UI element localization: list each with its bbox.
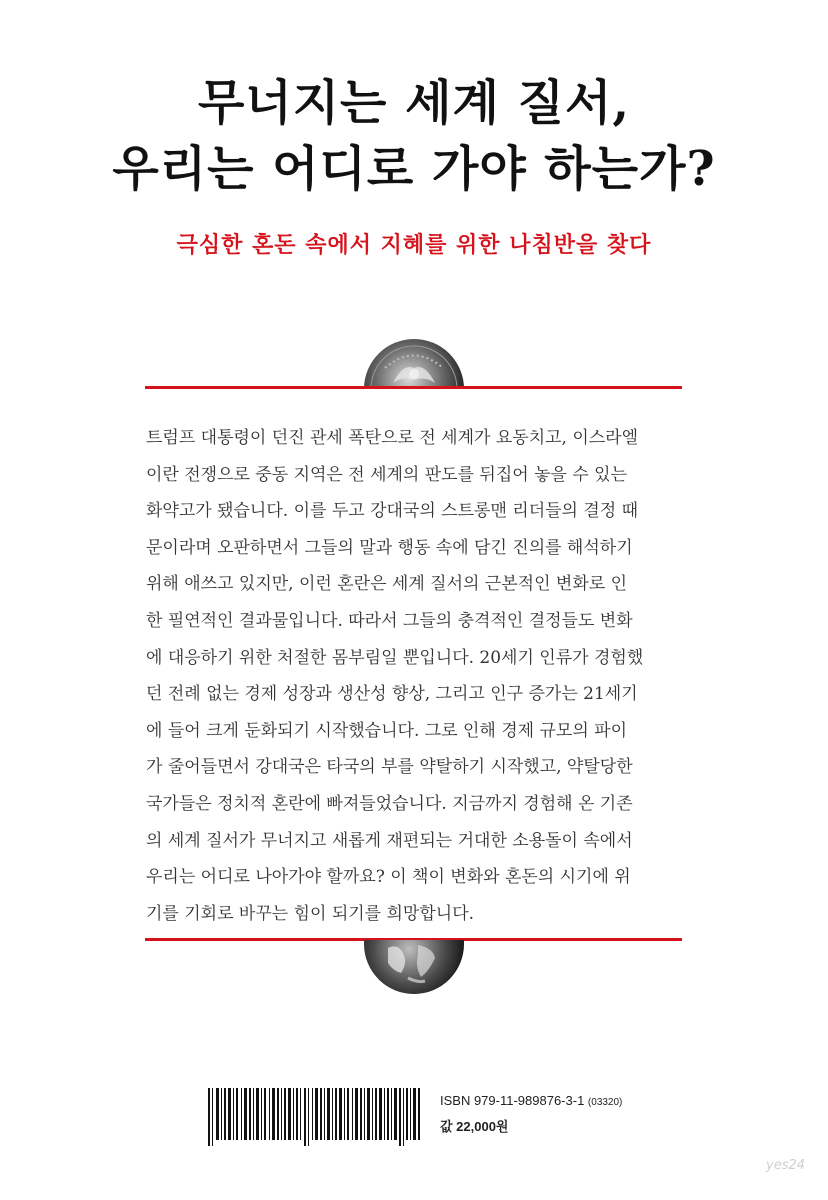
price-label: 값 22,000원 [440, 1119, 509, 1134]
cover-title [0, 70, 828, 202]
blurb-line: 던 전례 없는 경제 성장과 생산성 향상, 그리고 인구 증가는 21세기 [146, 684, 638, 705]
blurb-line: 트럼프 대통령이 던진 관세 폭탄으로 전 세계가 요동치고, 이스라엘 [146, 428, 639, 448]
barcode-icon [208, 1088, 420, 1146]
blurb-line: 에 들어 크게 둔화되기 시작했습니다. 그로 인해 경제 규모의 파이 [146, 720, 628, 741]
globe-icon [363, 940, 465, 995]
blurb-line: 화약고가 됐습니다. 이를 두고 강대국의 스트롱맨 리더들의 결정 때 [146, 501, 639, 522]
blurb-line: 위해 애쓰고 있지만, 이런 혼란은 세계 질서의 근본적인 변화로 인 [146, 574, 628, 595]
coin-icon [363, 338, 465, 388]
blurb-line: 에 대응하기 위한 처절한 몸부림일 뿐입니다. 20세기 인류가 경험했 [146, 647, 644, 668]
isbn-add-on-code: (03320) [587, 1097, 623, 1108]
isbn-label [440, 1093, 622, 1108]
watermark: yes24 [766, 1158, 806, 1173]
top-divider [145, 386, 682, 389]
title-line-2: 우리는 어디로 가야 하는가? [112, 141, 716, 197]
cover-subtitle: 극심한 혼돈 속에서 지혜를 위한 나침반을 찾다 [176, 233, 652, 258]
blurb-line: 가 줄어들면서 강대국은 타국의 부를 약탈하기 시작했고, 약탈당한 [146, 757, 633, 778]
isbn-number: ISBN 979-11-989876-3-1 [440, 1093, 585, 1108]
title-line-1: 무너지는 세계 질서, [197, 75, 631, 131]
cover-blurb [146, 420, 686, 932]
blurb-line: 국가들은 정치적 혼란에 빠져들었습니다. 지금까지 경험해 온 기존 [146, 793, 633, 814]
blurb-line: 의 세계 질서가 무너지고 새롭게 재편되는 거대한 소용돌이 속에서 [146, 830, 633, 851]
blurb-line: 이란 전쟁으로 중동 지역은 전 세계의 판도를 뒤집어 놓을 수 있는 [146, 464, 628, 485]
blurb-line: 우리는 어디로 나아가야 할까요? 이 책이 변화와 혼돈의 시기에 위 [146, 867, 631, 888]
blurb-line: 문이라며 오판하면서 그들의 말과 행동 속에 담긴 진의를 해석하기 [146, 537, 633, 558]
blurb-line: 한 필연적인 결과물입니다. 따라서 그들의 충격적인 결정들도 변화 [146, 610, 633, 631]
blurb-line: 기를 기회로 바꾸는 힘이 되기를 희망합니다. [146, 903, 475, 924]
